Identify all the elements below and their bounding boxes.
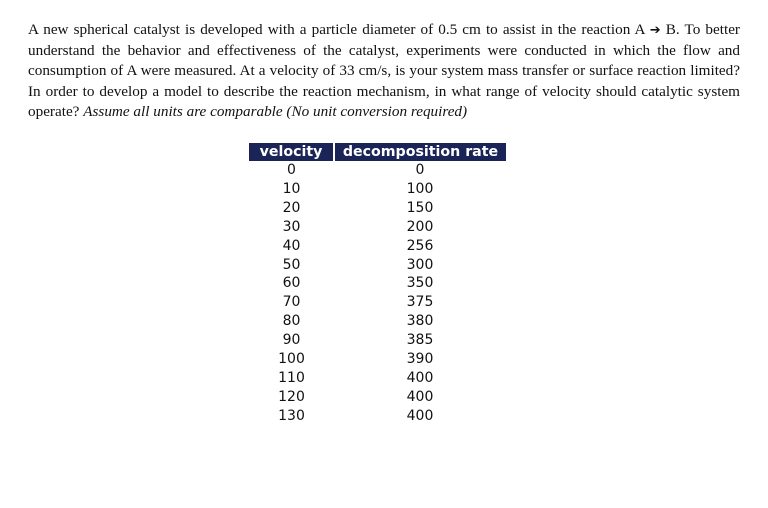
problem-text-part2: B. To better understand the behavior and effectiveness of the catalyst, experiments were conducted in which the flow and consumption of A were measured. At a velocity of 33 cm/s, is your system mass transfer or surface reaction limited? In order to develop a model to describe the reaction mechanism, in what range of velocity should catalytic system operate?	[28, 21, 740, 120]
velocity-cell: 10	[282, 180, 301, 197]
velocity-cell: 130	[278, 407, 305, 424]
table-row	[249, 293, 506, 312]
rate-cell: 100	[406, 180, 434, 197]
table-row	[249, 369, 506, 388]
table-row	[249, 331, 506, 350]
rate-cell: 400	[406, 407, 434, 424]
table-row	[249, 407, 506, 426]
table-row	[249, 350, 506, 369]
rate-cell: 256	[406, 237, 434, 254]
table-row	[249, 199, 506, 218]
reaction-arrow-icon: ➔	[649, 23, 661, 38]
table-row	[249, 274, 506, 293]
rate-cell: 300	[406, 256, 434, 273]
rate-cell: 0	[415, 162, 425, 178]
rate-cell: 380	[406, 313, 434, 330]
problem-note: Assume all units are comparable (No unit conversion required)	[83, 102, 468, 120]
problem-text-part1: A new spherical catalyst is developed with a particle diameter of 0.5 cm to assist in the reaction A	[28, 21, 650, 38]
velocity-cell: 40	[282, 237, 301, 254]
rate-cell: 385	[406, 332, 434, 349]
velocity-cell: 30	[282, 218, 301, 235]
rate-cell: 400	[406, 369, 434, 386]
velocity-cell: 0	[287, 162, 296, 178]
table-header-row	[249, 143, 506, 161]
velocity-cell: 50	[282, 256, 301, 273]
velocity-cell: 120	[278, 388, 305, 405]
velocity-cell: 80	[282, 313, 301, 330]
table-row	[249, 388, 506, 407]
table-row	[249, 256, 506, 275]
table-row	[249, 180, 506, 199]
header-decomposition-rate: decomposition rate	[334, 143, 506, 161]
table-row	[249, 237, 506, 256]
rate-cell: 200	[406, 218, 434, 235]
rate-cell: 375	[406, 294, 434, 311]
velocity-cell: 70	[282, 294, 301, 311]
header-velocity: velocity	[249, 143, 334, 161]
problem-statement	[28, 20, 740, 122]
rate-cell: 150	[406, 199, 434, 216]
rate-cell: 350	[406, 275, 434, 292]
table-row	[249, 312, 506, 331]
rate-cell: 390	[406, 351, 434, 368]
velocity-cell: 20	[282, 199, 301, 216]
table-row	[249, 218, 506, 237]
velocity-cell: 110	[278, 369, 305, 386]
velocity-cell: 100	[278, 351, 305, 368]
velocity-rate-table	[249, 143, 506, 426]
velocity-cell: 60	[282, 275, 301, 292]
table-row	[249, 161, 506, 180]
velocity-cell: 90	[282, 332, 301, 349]
rate-cell: 400	[406, 388, 434, 405]
